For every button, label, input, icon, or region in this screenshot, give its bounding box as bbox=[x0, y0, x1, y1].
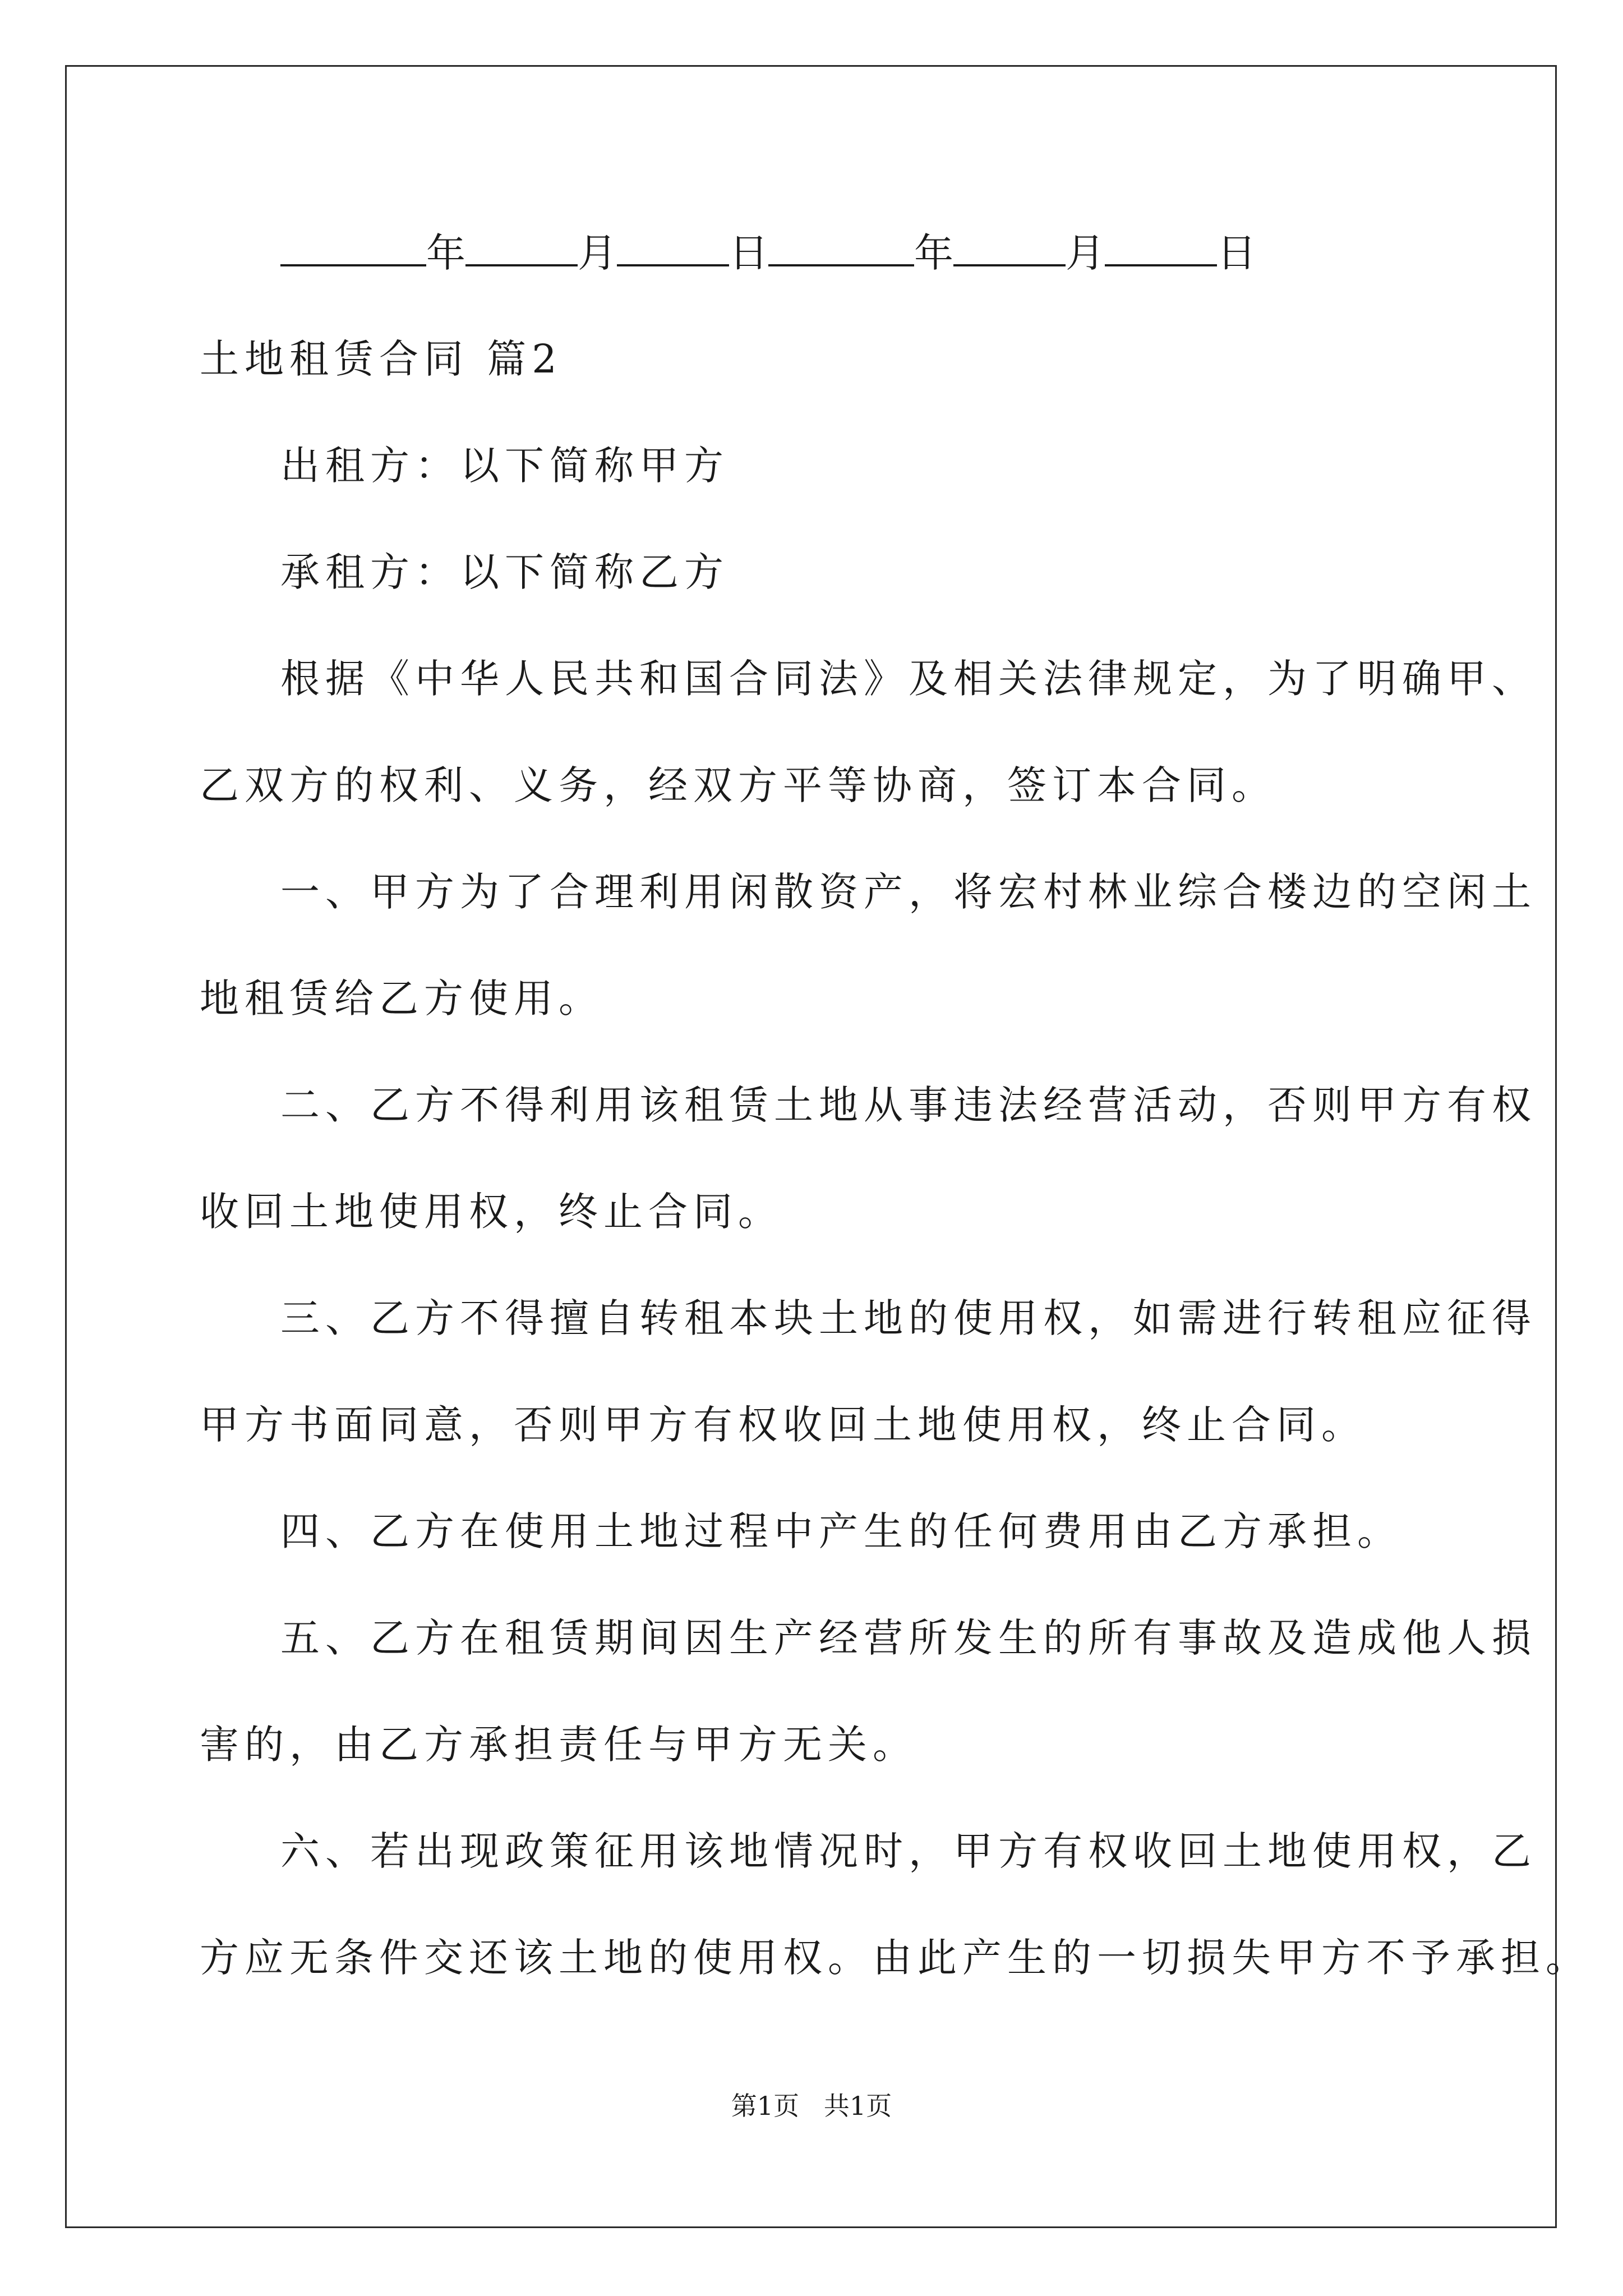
page-border bbox=[65, 65, 1557, 2228]
signature-date-line bbox=[280, 227, 1256, 278]
section-title: 土地租赁合同 篇2 bbox=[200, 336, 562, 382]
preamble-line-2: 乙双方的权利、义务，经双方平等协商，签订本合同。 bbox=[200, 762, 1276, 808]
year-label-1: 年 bbox=[426, 230, 465, 276]
clause-6-line-2: 方应无条件交还该土地的使用权。由此产生的一切损失甲方不予承担。 bbox=[200, 1935, 1590, 1981]
day-blank-1[interactable] bbox=[617, 227, 729, 266]
day-label-2: 日 bbox=[1217, 230, 1256, 276]
year-blank-1[interactable] bbox=[280, 227, 426, 266]
page-footer: 第1页 共1页 bbox=[731, 2091, 892, 2121]
clause-6-line-1: 六、若出现政策征用该地情况时，甲方有权收回土地使用权，乙 bbox=[280, 1828, 1537, 1874]
clause-2-line-1: 二、乙方不得利用该租赁土地从事违法经营活动，否则甲方有权 bbox=[280, 1082, 1537, 1128]
clause-5-line-2: 害的，由乙方承担责任与甲方无关。 bbox=[200, 1722, 917, 1768]
clause-1-line-2: 地租赁给乙方使用。 bbox=[200, 976, 603, 1022]
clause-2-line-2: 收回土地使用权，终止合同。 bbox=[200, 1189, 783, 1235]
lessee-line: 承租方：以下简称乙方 bbox=[280, 549, 729, 595]
clause-1-line-1: 一、甲方为了合理利用闲散资产，将宏村林业综合楼边的空闲土 bbox=[280, 869, 1537, 915]
month-blank-2[interactable] bbox=[953, 227, 1066, 266]
clause-3-line-1: 三、乙方不得擅自转租本块土地的使用权，如需进行转租应征得 bbox=[280, 1295, 1537, 1341]
year-blank-2[interactable] bbox=[768, 227, 914, 266]
preamble-line-1: 根据《中华人民共和国合同法》及相关法律规定，为了明确甲、 bbox=[280, 656, 1537, 702]
clause-5-line-1: 五、乙方在租赁期间因生产经营所发生的所有事故及造成他人损 bbox=[280, 1615, 1537, 1661]
day-blank-2[interactable] bbox=[1105, 227, 1217, 266]
month-label-1: 月 bbox=[578, 230, 617, 276]
year-label-2: 年 bbox=[914, 230, 953, 276]
day-label-1: 日 bbox=[729, 230, 768, 276]
month-label-2: 月 bbox=[1066, 230, 1105, 276]
lessor-line: 出租方：以下简称甲方 bbox=[280, 443, 729, 489]
clause-3-line-2: 甲方书面同意，否则甲方有权收回土地使用权，终止合同。 bbox=[200, 1402, 1366, 1448]
month-blank-1[interactable] bbox=[465, 227, 578, 266]
clause-4-line-1: 四、乙方在使用土地过程中产生的任何费用由乙方承担。 bbox=[280, 1508, 1402, 1554]
